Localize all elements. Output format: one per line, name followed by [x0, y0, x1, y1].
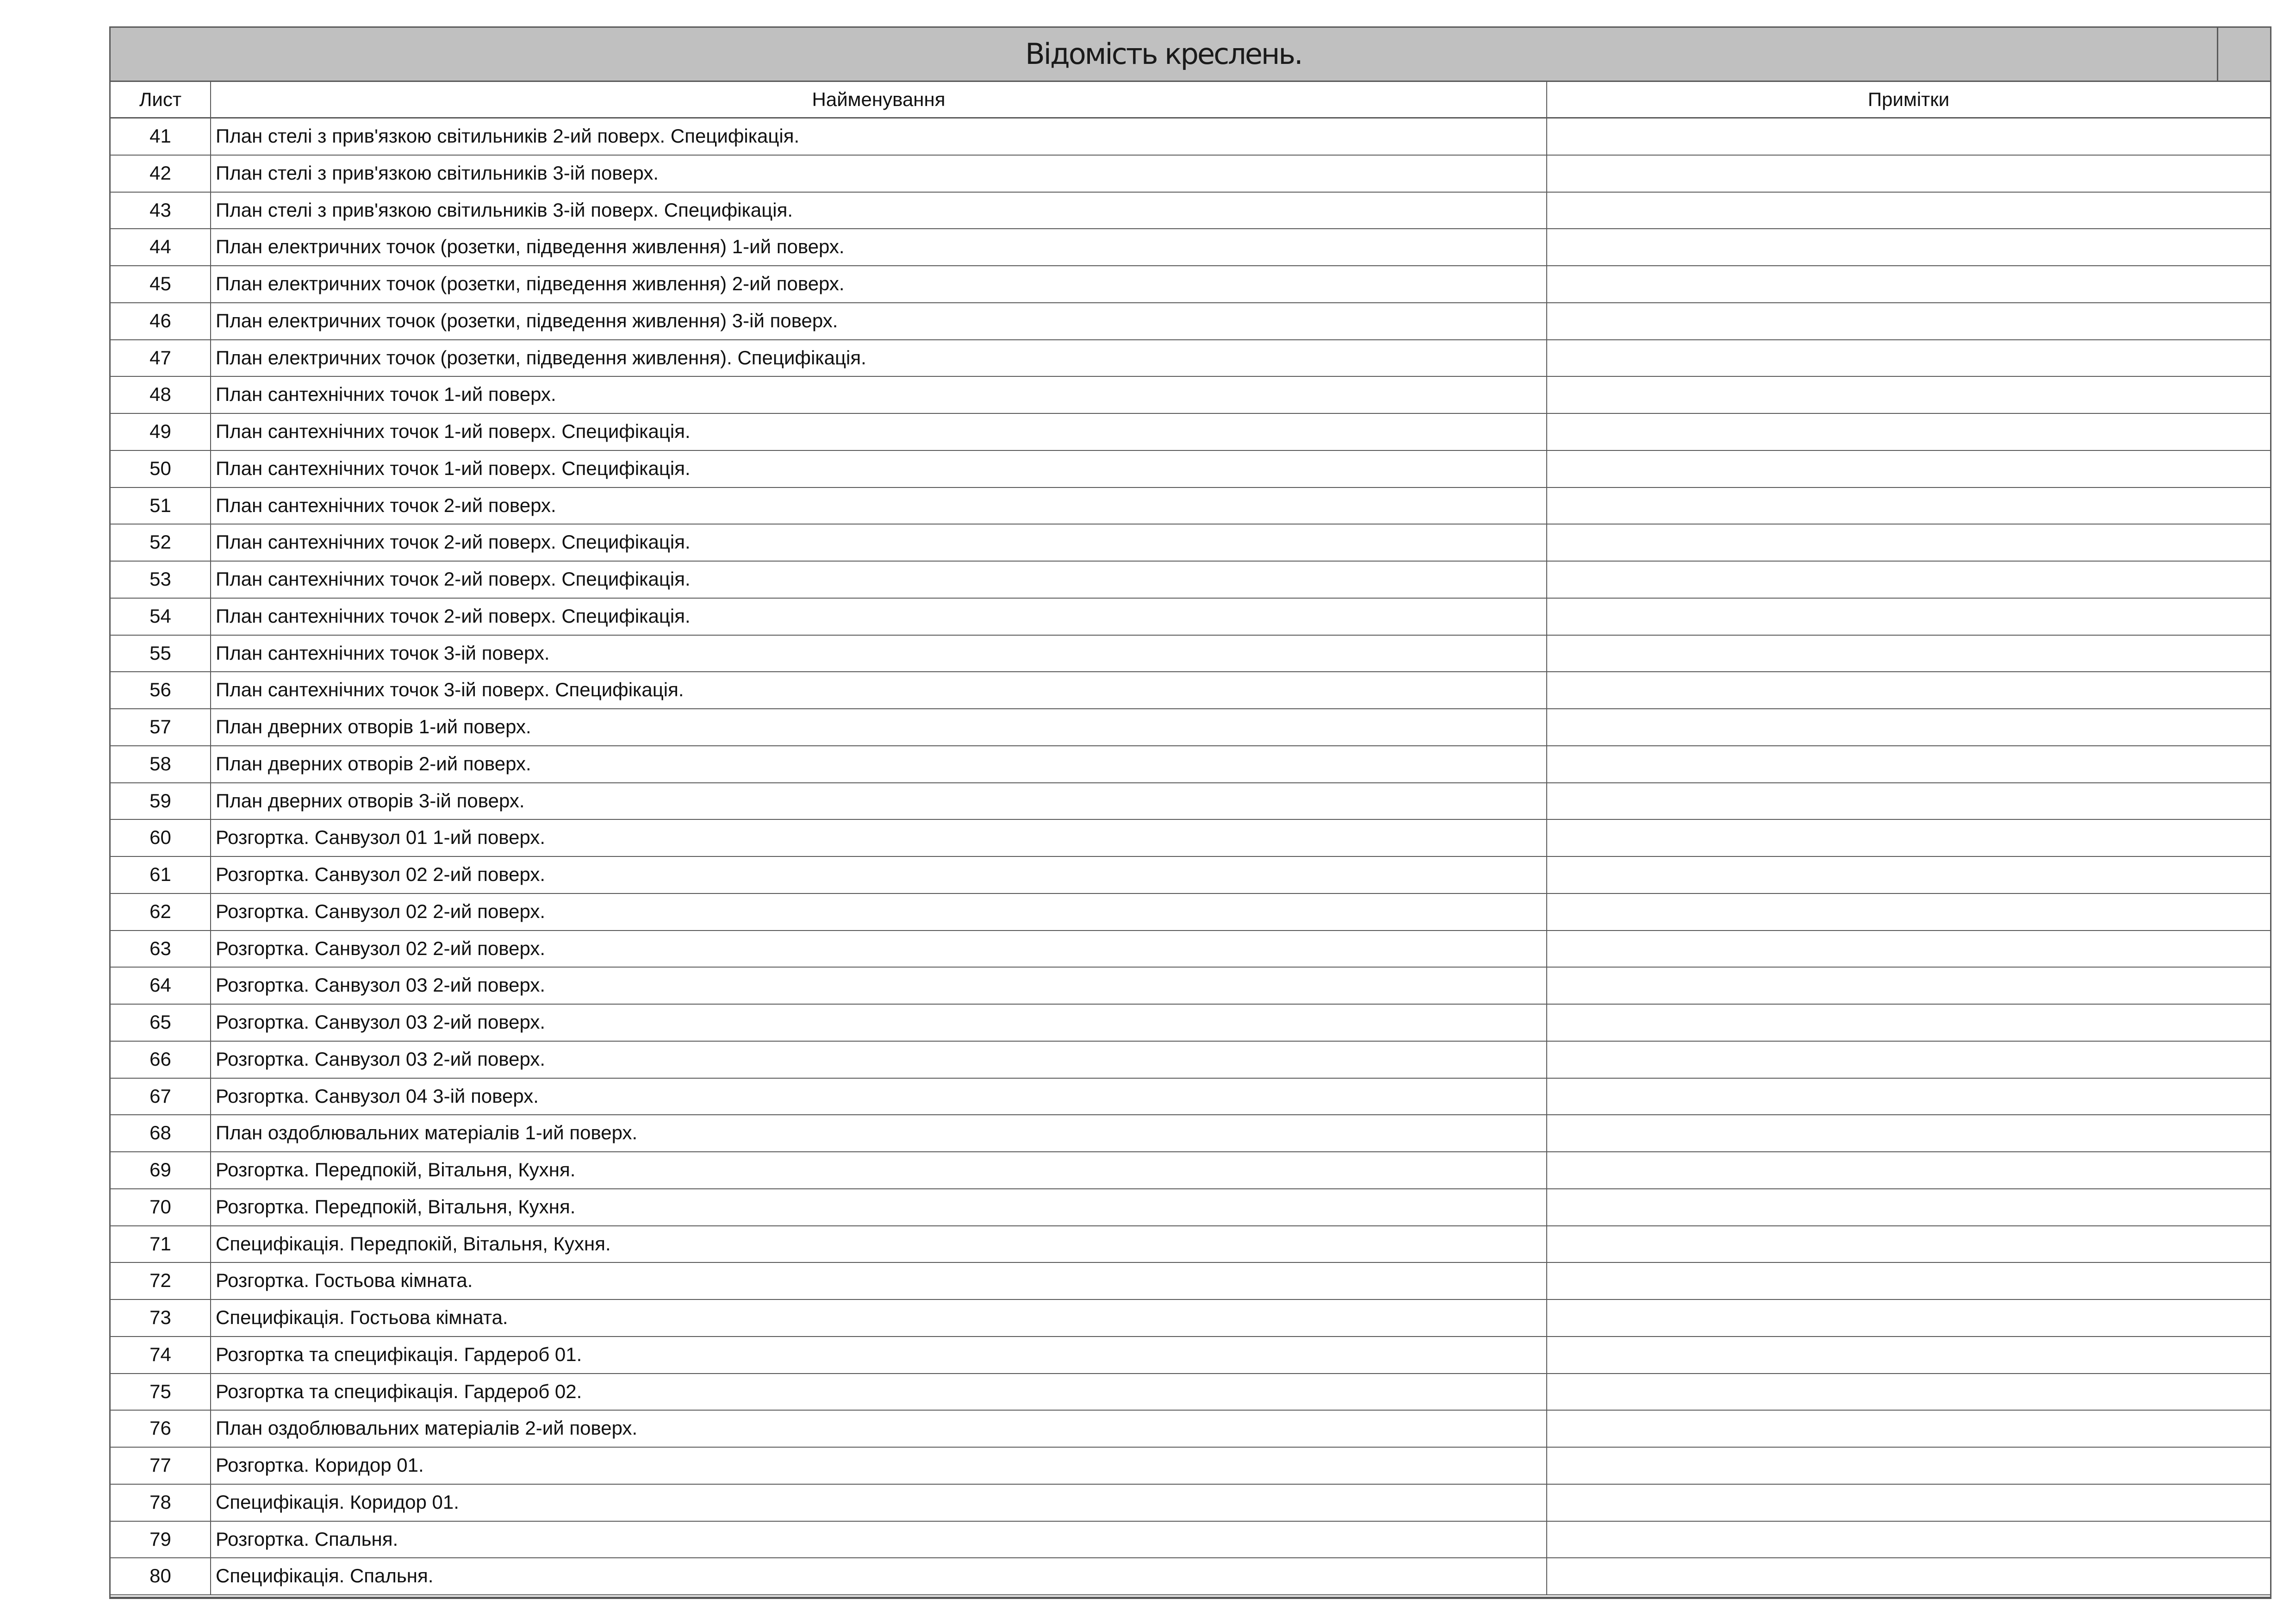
sheet-notes-cell: [1547, 414, 2270, 450]
table-row: [111, 672, 2270, 709]
sheet-number-cell: 43: [111, 193, 211, 229]
sheet-name-cell: Розгортка. Санвузол 03 2-ий поверх.: [211, 1005, 1547, 1041]
sheet-number-cell: 53: [111, 562, 211, 598]
table-row: [111, 1115, 2270, 1152]
sheet-number-cell: 74: [111, 1337, 211, 1373]
sheet-number-cell: 55: [111, 636, 211, 672]
sheet-notes-cell: [1547, 1522, 2270, 1558]
sheet-notes-cell: [1547, 266, 2270, 302]
sheet-name-cell: Розгортка. Санвузол 02 2-ий поверх.: [211, 894, 1547, 930]
sheet-notes-cell: [1547, 193, 2270, 229]
sheet-name-cell: План дверних отворів 1-ий поверх.: [211, 709, 1547, 745]
sheet-name-cell: Розгортка. Санвузол 01 1-ий поверх.: [211, 820, 1547, 856]
table-row: [111, 931, 2270, 968]
sheet-name-cell: План стелі з прив'язкою світильників 2-ий поверх. Специфікація.: [211, 119, 1547, 155]
table-row: [111, 709, 2270, 746]
table-row: [111, 488, 2270, 525]
table-body: [111, 119, 2270, 1595]
sheet-notes-cell: [1547, 525, 2270, 561]
sheet-notes-cell: [1547, 1263, 2270, 1299]
table-row: [111, 968, 2270, 1005]
sheet-number-cell: 71: [111, 1226, 211, 1262]
sheet-name-cell: План електричних точок (розетки, підведення живлення) 3-ій поверх.: [211, 303, 1547, 339]
table-row: [111, 599, 2270, 636]
sheet-number-cell: 45: [111, 266, 211, 302]
sheet-notes-cell: [1547, 1558, 2270, 1594]
sheet-notes-cell: [1547, 451, 2270, 487]
sheet-name-cell: План сантехнічних точок 1-ий поверх. Специфікація.: [211, 414, 1547, 450]
sheet-notes-cell: [1547, 1115, 2270, 1151]
table-row: [111, 1558, 2270, 1595]
sheet-name-cell: Специфікація. Передпокій, Вітальня, Кухня.: [211, 1226, 1547, 1262]
sheet-number-cell: 70: [111, 1189, 211, 1225]
sheet-number-cell: 68: [111, 1115, 211, 1151]
sheet-number-cell: 57: [111, 709, 211, 745]
table-row: [111, 303, 2270, 340]
sheet-name-cell: План електричних точок (розетки, підведення живлення) 1-ий поверх.: [211, 229, 1547, 265]
table-row: [111, 1374, 2270, 1411]
sheet-name-cell: План оздоблювальних матеріалів 1-ий поверх.: [211, 1115, 1547, 1151]
table-row: [111, 193, 2270, 230]
table-row: [111, 636, 2270, 673]
sheet-number-cell: 66: [111, 1042, 211, 1078]
table-row: [111, 1300, 2270, 1337]
column-header-sheet: Лист: [111, 82, 211, 117]
sheet-name-cell: План сантехнічних точок 1-ий поверх.: [211, 377, 1547, 413]
table-row: [111, 1005, 2270, 1042]
sheet-notes-cell: [1547, 1411, 2270, 1447]
table-row: [111, 562, 2270, 599]
sheet-name-cell: План стелі з прив'язкою світильників 3-ій поверх.: [211, 156, 1547, 192]
sheet-number-cell: 63: [111, 931, 211, 967]
sheet-number-cell: 76: [111, 1411, 211, 1447]
sheet-name-cell: Розгортка. Передпокій, Вітальня, Кухня.: [211, 1152, 1547, 1188]
sheet-number-cell: 51: [111, 488, 211, 524]
table-row: [111, 1411, 2270, 1448]
sheet-number-cell: 56: [111, 672, 211, 708]
table-row: [111, 451, 2270, 488]
sheet-number-cell: 80: [111, 1558, 211, 1594]
table-row: [111, 156, 2270, 193]
sheet-name-cell: Специфікація. Спальня.: [211, 1558, 1547, 1594]
table-row: [111, 377, 2270, 414]
table-row: [111, 746, 2270, 783]
sheet-name-cell: План сантехнічних точок 2-ий поверх. Специфікація.: [211, 562, 1547, 598]
sheet-notes-cell: [1547, 119, 2270, 155]
table-row: [111, 1226, 2270, 1263]
sheet-notes-cell: [1547, 1448, 2270, 1484]
sheet-name-cell: План електричних точок (розетки, підведення живлення). Специфікація.: [211, 340, 1547, 376]
sheet-notes-cell: [1547, 783, 2270, 819]
table-row: [111, 857, 2270, 894]
table-row: [111, 1448, 2270, 1485]
sheet-name-cell: План сантехнічних точок 3-ій поверх.: [211, 636, 1547, 672]
sheet-notes-cell: [1547, 562, 2270, 598]
sheet-name-cell: План сантехнічних точок 2-ий поверх.: [211, 488, 1547, 524]
sheet-notes-cell: [1547, 340, 2270, 376]
table-row: [111, 820, 2270, 857]
sheet-name-cell: Розгортка. Санвузол 02 2-ий поверх.: [211, 931, 1547, 967]
table-row: [111, 414, 2270, 451]
sheet-number-cell: 78: [111, 1485, 211, 1521]
table-row: [111, 894, 2270, 931]
column-header-notes: Примітки: [1867, 88, 1950, 110]
table-row: [111, 266, 2270, 303]
sheet-notes-cell: [1547, 1042, 2270, 1078]
table-row: [111, 1079, 2270, 1116]
title-corner-box: [2217, 28, 2270, 81]
sheet-notes-cell: [1547, 156, 2270, 192]
sheet-number-cell: 64: [111, 968, 211, 1004]
sheet-notes-cell: [1547, 303, 2270, 339]
drawing-list-table: [109, 26, 2271, 1599]
sheet-number-cell: 46: [111, 303, 211, 339]
sheet-notes-cell: [1547, 968, 2270, 1004]
sheet-number-cell: 77: [111, 1448, 211, 1484]
sheet-name-cell: Розгортка. Санвузол 02 2-ий поверх.: [211, 857, 1547, 893]
sheet-number-cell: 67: [111, 1079, 211, 1115]
sheet-number-cell: 60: [111, 820, 211, 856]
sheet-number-cell: 42: [111, 156, 211, 192]
title-band: [111, 28, 2270, 82]
sheet-name-cell: Розгортка та специфікація. Гардероб 02.: [211, 1374, 1547, 1410]
sheet-notes-cell: [1547, 599, 2270, 635]
sheet-name-cell: План оздоблювальних матеріалів 2-ий поверх.: [211, 1411, 1547, 1447]
sheet-number-cell: 72: [111, 1263, 211, 1299]
sheet-number-cell: 50: [111, 451, 211, 487]
table-row: [111, 1042, 2270, 1079]
sheet-number-cell: 69: [111, 1152, 211, 1188]
sheet-name-cell: Розгортка. Гостьова кімната.: [211, 1263, 1547, 1299]
table-row: [111, 119, 2270, 156]
sheet-name-cell: Специфікація. Коридор 01.: [211, 1485, 1547, 1521]
table-row: [111, 1485, 2270, 1522]
sheet-name-cell: План сантехнічних точок 3-ій поверх. Специфікація.: [211, 672, 1547, 708]
sheet-name-cell: Розгортка. Передпокій, Вітальня, Кухня.: [211, 1189, 1547, 1225]
sheet-notes-cell: [1547, 1485, 2270, 1521]
sheet-number-cell: 58: [111, 746, 211, 782]
table-row: [111, 229, 2270, 266]
sheet-notes-cell: [1547, 1374, 2270, 1410]
sheet-number-cell: 73: [111, 1300, 211, 1336]
column-header-name: Найменування: [211, 82, 1547, 117]
sheet-number-cell: 52: [111, 525, 211, 561]
sheet-name-cell: Розгортка. Коридор 01.: [211, 1448, 1547, 1484]
sheet-name-cell: План електричних точок (розетки, підведення живлення) 2-ий поверх.: [211, 266, 1547, 302]
sheet-notes-cell: [1547, 636, 2270, 672]
sheet-name-cell: Розгортка. Санвузол 03 2-ий поверх.: [211, 968, 1547, 1004]
sheet-number-cell: 49: [111, 414, 211, 450]
sheet-notes-cell: [1547, 1189, 2270, 1225]
table-row: [111, 1337, 2270, 1374]
sheet-name-cell: Розгортка. Санвузол 04 3-ій поверх.: [211, 1079, 1547, 1115]
sheet-notes-cell: [1547, 894, 2270, 930]
sheet-name-cell: План сантехнічних точок 2-ий поверх. Специфікація.: [211, 525, 1547, 561]
sheet-notes-cell: [1547, 1152, 2270, 1188]
sheet-number-cell: 41: [111, 119, 211, 155]
table-row: [111, 783, 2270, 820]
sheet-number-cell: 47: [111, 340, 211, 376]
sheet-number-cell: 79: [111, 1522, 211, 1558]
sheet-name-cell: План дверних отворів 2-ий поверх.: [211, 746, 1547, 782]
sheet-notes-cell: [1547, 377, 2270, 413]
sheet-number-cell: 65: [111, 1005, 211, 1041]
sheet-notes-cell: [1547, 709, 2270, 745]
sheet-name-cell: Розгортка та специфікація. Гардероб 01.: [211, 1337, 1547, 1373]
table-row: [111, 1522, 2270, 1559]
document-title: Відомість креслень.: [1025, 37, 1302, 71]
sheet-number-cell: 61: [111, 857, 211, 893]
table-row: [111, 1189, 2270, 1226]
sheet-notes-cell: [1547, 857, 2270, 893]
sheet-notes-cell: [1547, 1005, 2270, 1041]
sheet-name-cell: Специфікація. Гостьова кімната.: [211, 1300, 1547, 1336]
bottom-rule: [111, 1597, 2270, 1598]
table-row: [111, 1152, 2270, 1189]
sheet-number-cell: 44: [111, 229, 211, 265]
sheet-notes-cell: [1547, 488, 2270, 524]
sheet-notes-cell: [1547, 229, 2270, 265]
sheet-number-cell: 75: [111, 1374, 211, 1410]
sheet-name-cell: План дверних отворів 3-ій поверх.: [211, 783, 1547, 819]
sheet-number-cell: 62: [111, 894, 211, 930]
sheet-notes-cell: [1547, 1226, 2270, 1262]
sheet-number-cell: 54: [111, 599, 211, 635]
sheet-number-cell: 59: [111, 783, 211, 819]
table-row: [111, 1263, 2270, 1300]
sheet-name-cell: Розгортка. Спальня.: [211, 1522, 1547, 1558]
sheet-name-cell: Розгортка. Санвузол 03 2-ий поверх.: [211, 1042, 1547, 1078]
sheet-number-cell: 48: [111, 377, 211, 413]
sheet-notes-cell: [1547, 1300, 2270, 1336]
sheet-name-cell: План сантехнічних точок 2-ий поверх. Специфікація.: [211, 599, 1547, 635]
table-row: [111, 340, 2270, 377]
table-header-row: [111, 82, 2270, 119]
sheet-notes-cell: [1547, 672, 2270, 708]
sheet-notes-cell: [1547, 931, 2270, 967]
sheet-name-cell: План стелі з прив'язкою світильників 3-ій поверх. Специфікація.: [211, 193, 1547, 229]
sheet-name-cell: План сантехнічних точок 1-ий поверх. Специфікація.: [211, 451, 1547, 487]
sheet-notes-cell: [1547, 820, 2270, 856]
sheet-notes-cell: [1547, 1079, 2270, 1115]
sheet-notes-cell: [1547, 1337, 2270, 1373]
table-row: [111, 525, 2270, 562]
sheet-notes-cell: [1547, 746, 2270, 782]
